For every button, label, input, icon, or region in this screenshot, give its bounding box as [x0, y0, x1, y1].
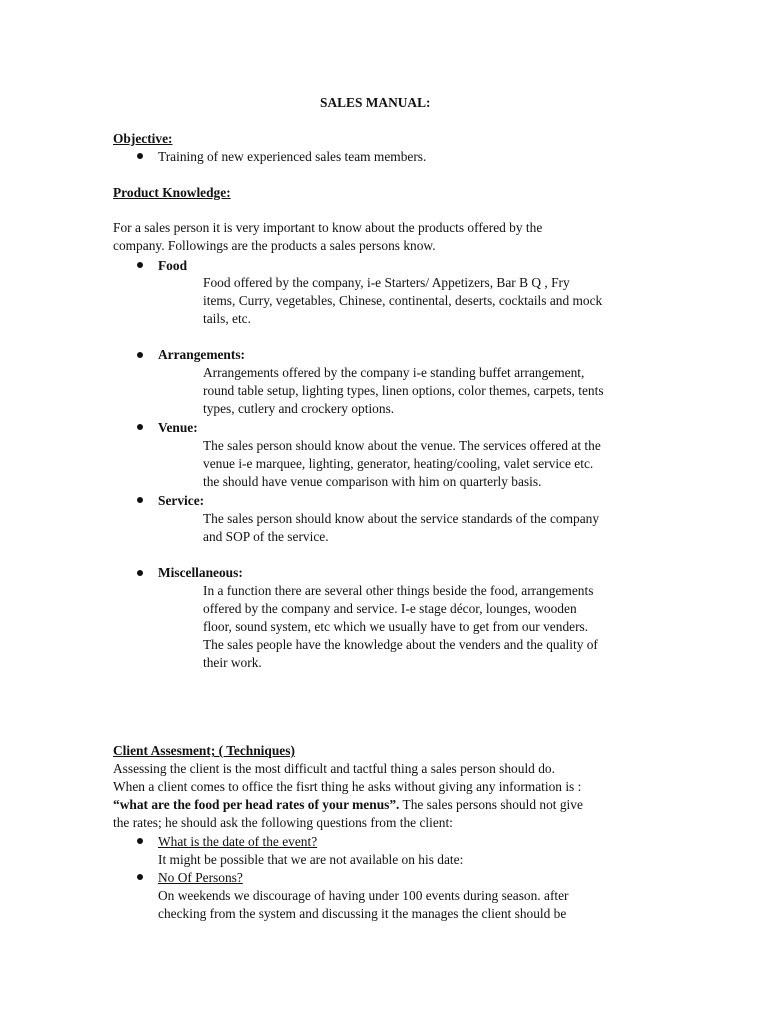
question-item: No Of Persons? — [158, 870, 243, 885]
product-item-line: In a function there are several other things beside the food, arrangements — [203, 583, 594, 598]
product-intro-line: company. Followings are the products a sales persons know. — [113, 238, 436, 253]
product-item-line: The sales person should know about the service standards of the company — [203, 511, 600, 526]
product-item-line: and SOP of the service. — [203, 529, 329, 544]
product-item-line: venue i-e marquee, lighting, generator, heating/cooling, valet service etc. — [203, 456, 594, 471]
quote-after-text: The sales persons should not give — [399, 797, 583, 812]
document-title: SALES MANUAL: — [320, 95, 431, 110]
objective-item: Training of new experienced sales team members. — [158, 149, 427, 164]
client-para-line: the rates; he should ask the following questions from the client: — [113, 815, 453, 830]
product-item-line: floor, sound system, etc which we usually have to get from our venders. — [203, 619, 589, 634]
product-item-line: their work. — [203, 655, 262, 670]
product-item-line: Arrangements offered by the company i-e standing buffet arrangement, — [203, 365, 585, 380]
client-para-line: When a client comes to office the fisrt thing he asks without giving any information is : — [113, 779, 582, 794]
client-para-line — [113, 796, 583, 814]
question-line: On weekends we discourage of having under 100 events during season. after — [158, 888, 569, 903]
question-item: What is the date of the event? — [158, 834, 318, 849]
bullet-icon — [137, 497, 143, 503]
bullet-icon — [137, 153, 143, 159]
product-item-line: the should have venue comparison with him on quarterly basis. — [203, 474, 542, 489]
product-item-line: types, cutlery and crockery options. — [203, 401, 395, 416]
question-line: checking from the system and discussing it the manages the client should be — [158, 906, 567, 921]
product-item-label: Miscellaneous: — [158, 565, 243, 580]
product-item-label: Food — [158, 258, 188, 273]
product-item-line: The sales person should know about the venue. The services offered at the — [203, 438, 601, 453]
objective-heading: Objective: — [113, 131, 173, 146]
product-item-line: round table setup, lighting types, linen options, color themes, carpets, tents — [203, 383, 604, 398]
product-item-label: Service: — [158, 493, 205, 508]
bullet-icon — [137, 352, 143, 358]
product-item-line: The sales people have the knowledge about the venders and the quality of — [203, 637, 598, 652]
product-item-line: offered by the company and service. I-e stage décor, lounges, wooden — [203, 601, 577, 616]
product-item-label: Venue: — [158, 420, 198, 435]
quote-text: “what are the food per head rates of your menus”. — [113, 797, 400, 812]
bullet-icon — [137, 838, 143, 844]
bullet-icon — [137, 570, 143, 576]
question-line: It might be possible that we are not available on his date: — [158, 852, 464, 867]
product-item-line: tails, etc. — [203, 311, 251, 326]
bullet-icon — [137, 874, 143, 880]
product-knowledge-heading: Product Knowledge: — [113, 185, 231, 200]
product-item-line: items, Curry, vegetables, Chinese, continental, deserts, cocktails and mock — [203, 293, 603, 308]
product-intro-line: For a sales person it is very important to know about the products offered by the — [113, 220, 543, 235]
bullet-icon — [137, 424, 143, 430]
product-item-line: Food offered by the company, i-e Starters/ Appetizers, Bar B Q , Fry — [203, 275, 570, 290]
product-item-label: Arrangements: — [158, 347, 246, 362]
bullet-icon — [137, 262, 143, 268]
client-para-line: Assessing the client is the most difficult and tactful thing a sales person should do. — [113, 761, 555, 776]
client-assessment-heading: Client Assesment; ( Techniques) — [113, 743, 295, 758]
